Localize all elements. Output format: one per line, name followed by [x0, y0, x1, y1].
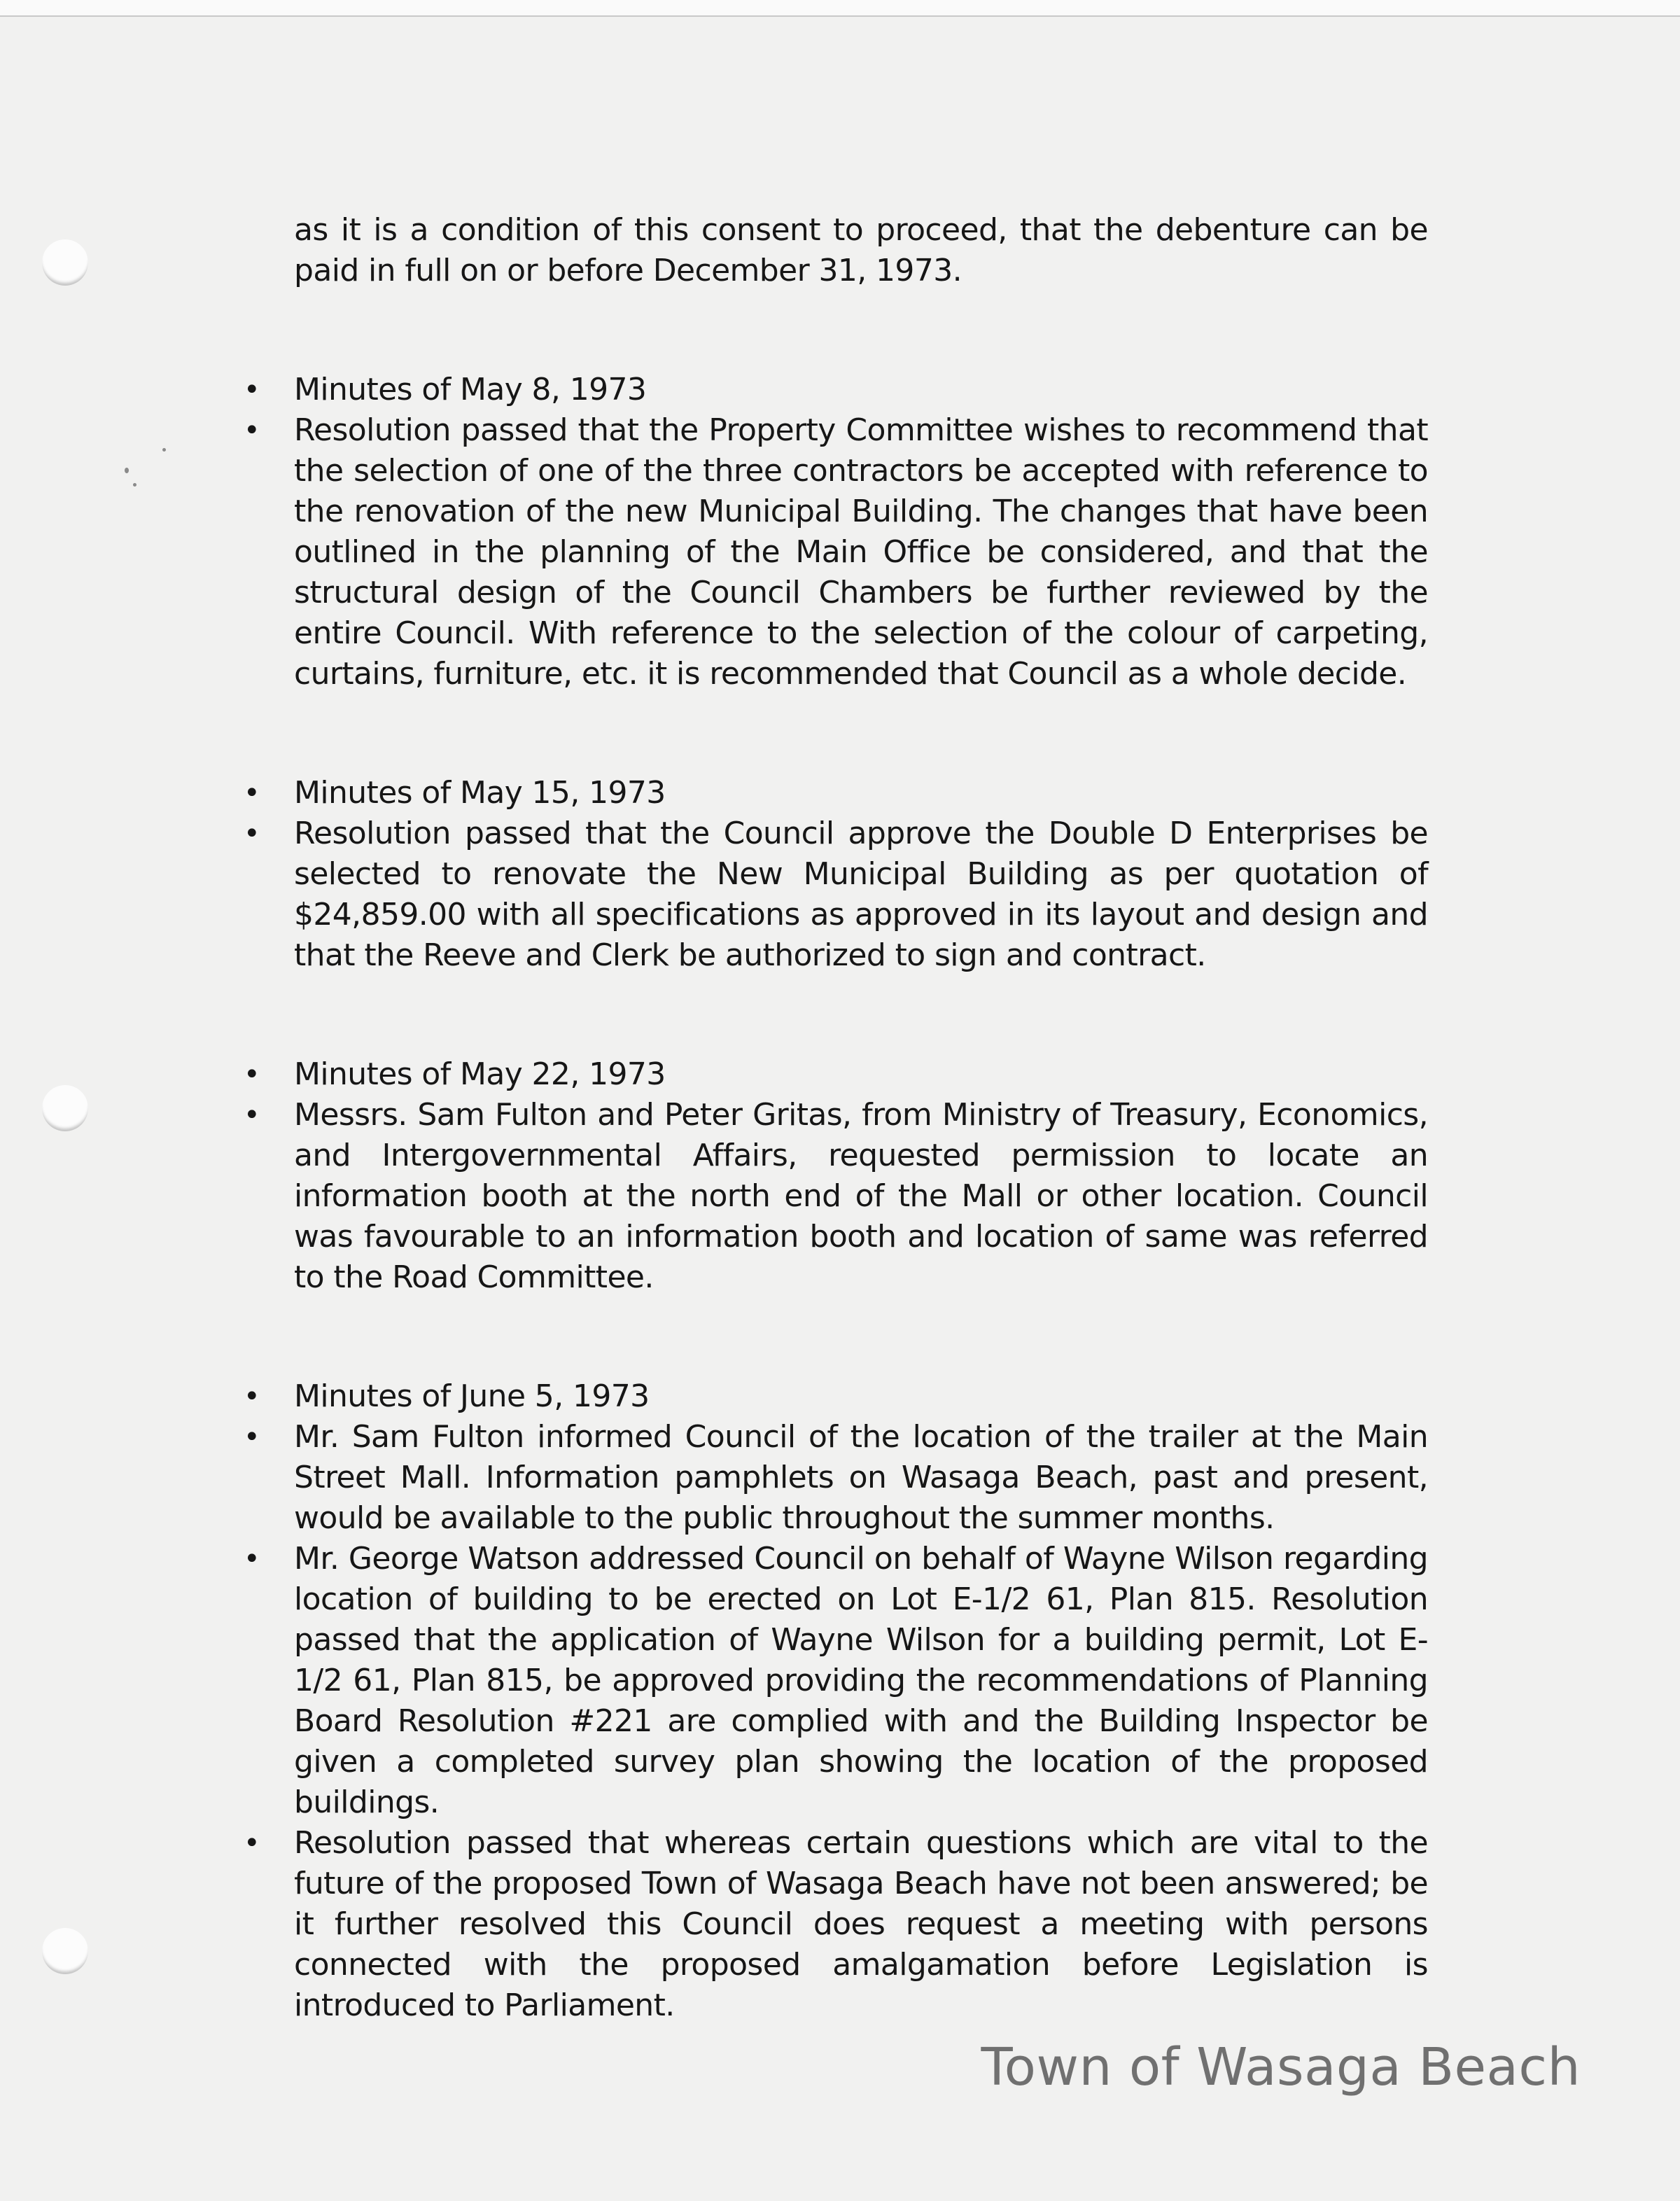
scan-speck: [133, 483, 136, 487]
resolution-text: Resolution passed that the Property Committee wishes to recommend that the selection of one of the three contractors be accepted with reference to the renovation of the new Municipal Building. The changes that have been outlined in the planning of the Main Office be considered, and that the structural design of the Council Chambers be further reviewed by the entire Council. With reference to the selection of the colour of carpeting, curtains, furniture, etc. it is recommended that Council as a whole decide.: [294, 412, 1428, 692]
minutes-date-heading: Minutes of May 8, 1973: [294, 372, 647, 407]
resolution-text: Mr. Sam Fulton informed Council of the location of the trailer at the Main Street Mall. Information pamphlets on Wasaga Beach, past and present, would be available to the public throughout the summer months.: [294, 1419, 1428, 1536]
bullet-icon: •: [244, 1827, 260, 1859]
minutes-section: [238, 1376, 1428, 2026]
scan-speck: [125, 468, 129, 473]
bullet-icon: •: [244, 1058, 260, 1091]
bullet-item: [238, 1376, 1428, 1417]
intro-paragraph: as it is a condition of this consent to proceed, that the debenture can be paid in full on or before December 31, 1973.: [294, 212, 1428, 288]
binder-punch-hole: [42, 1928, 88, 1974]
bullet-item: [238, 773, 1428, 813]
bullet-item: [238, 370, 1428, 410]
resolution-text: Resolution passed that whereas certain questions which are vital to the future of the proposed Town of Wasaga Beach have not been answered; be it further resolved this Council does request a meeting with persons connected with the proposed amalgamation before Legislation is introduced to Parliament.: [294, 1825, 1428, 2023]
bullet-icon: •: [244, 1543, 260, 1575]
bullet-item: [238, 813, 1428, 976]
bullet-icon: •: [244, 1381, 260, 1413]
minutes-date-heading: Minutes of June 5, 1973: [294, 1378, 650, 1414]
bullet-icon: •: [244, 777, 260, 809]
minutes-date-heading: Minutes of May 15, 1973: [294, 775, 666, 811]
resolution-text: Messrs. Sam Fulton and Peter Gritas, from Ministry of Treasury, Economics, and Intergovernmental Affairs, requested permission to locate an information booth at the north end of the Mall or other location. Council was favourable to an information booth and location of same was referred to the Road Committee.: [294, 1097, 1428, 1295]
scanned-page-top-edge: [0, 0, 1680, 17]
scan-speck: [162, 448, 166, 452]
bullet-item: [238, 1539, 1428, 1823]
bullet-icon: •: [244, 374, 260, 406]
bullet-item: [238, 1054, 1428, 1095]
resolution-text: Mr. George Watson addressed Council on behalf of Wayne Wilson regarding location of building to be erected on Lot E-1/2 61, Plan 815. Resolution passed that the application of Wayne Wilson for a building permit, Lot E-1/2 61, Plan 815, be approved providing the recommendations of Planning Board Resolution #221 are complied with and the Building Inspector be given a completed survey plan showing the location of the proposed buildings.: [294, 1541, 1428, 1820]
binder-punch-hole: [42, 1085, 88, 1131]
bullet-item: [238, 1095, 1428, 1298]
minutes-section: [238, 773, 1428, 976]
bullet-icon: •: [244, 1421, 260, 1453]
town-of-wasaga-beach-logo: Town of Wasaga Beach: [981, 2037, 1581, 2097]
binder-punch-hole: [42, 239, 88, 286]
bullet-item: [238, 1823, 1428, 2026]
minutes-section: [238, 1054, 1428, 1298]
bullet-icon: •: [244, 414, 260, 447]
document-page: [238, 210, 1428, 2026]
bullet-icon: •: [244, 818, 260, 850]
resolution-text: Resolution passed that the Council approve the Double D Enterprises be selected to renovate the New Municipal Building as per quotation of $24,859.00 with all specifications as approved in its layout and design and that the Reeve and Clerk be authorized to sign and contract.: [294, 816, 1428, 973]
minutes-date-heading: Minutes of May 22, 1973: [294, 1056, 666, 1092]
bullet-icon: •: [244, 1099, 260, 1131]
minutes-section: [238, 370, 1428, 694]
bullet-item: [238, 410, 1428, 694]
bullet-item: [238, 1417, 1428, 1539]
